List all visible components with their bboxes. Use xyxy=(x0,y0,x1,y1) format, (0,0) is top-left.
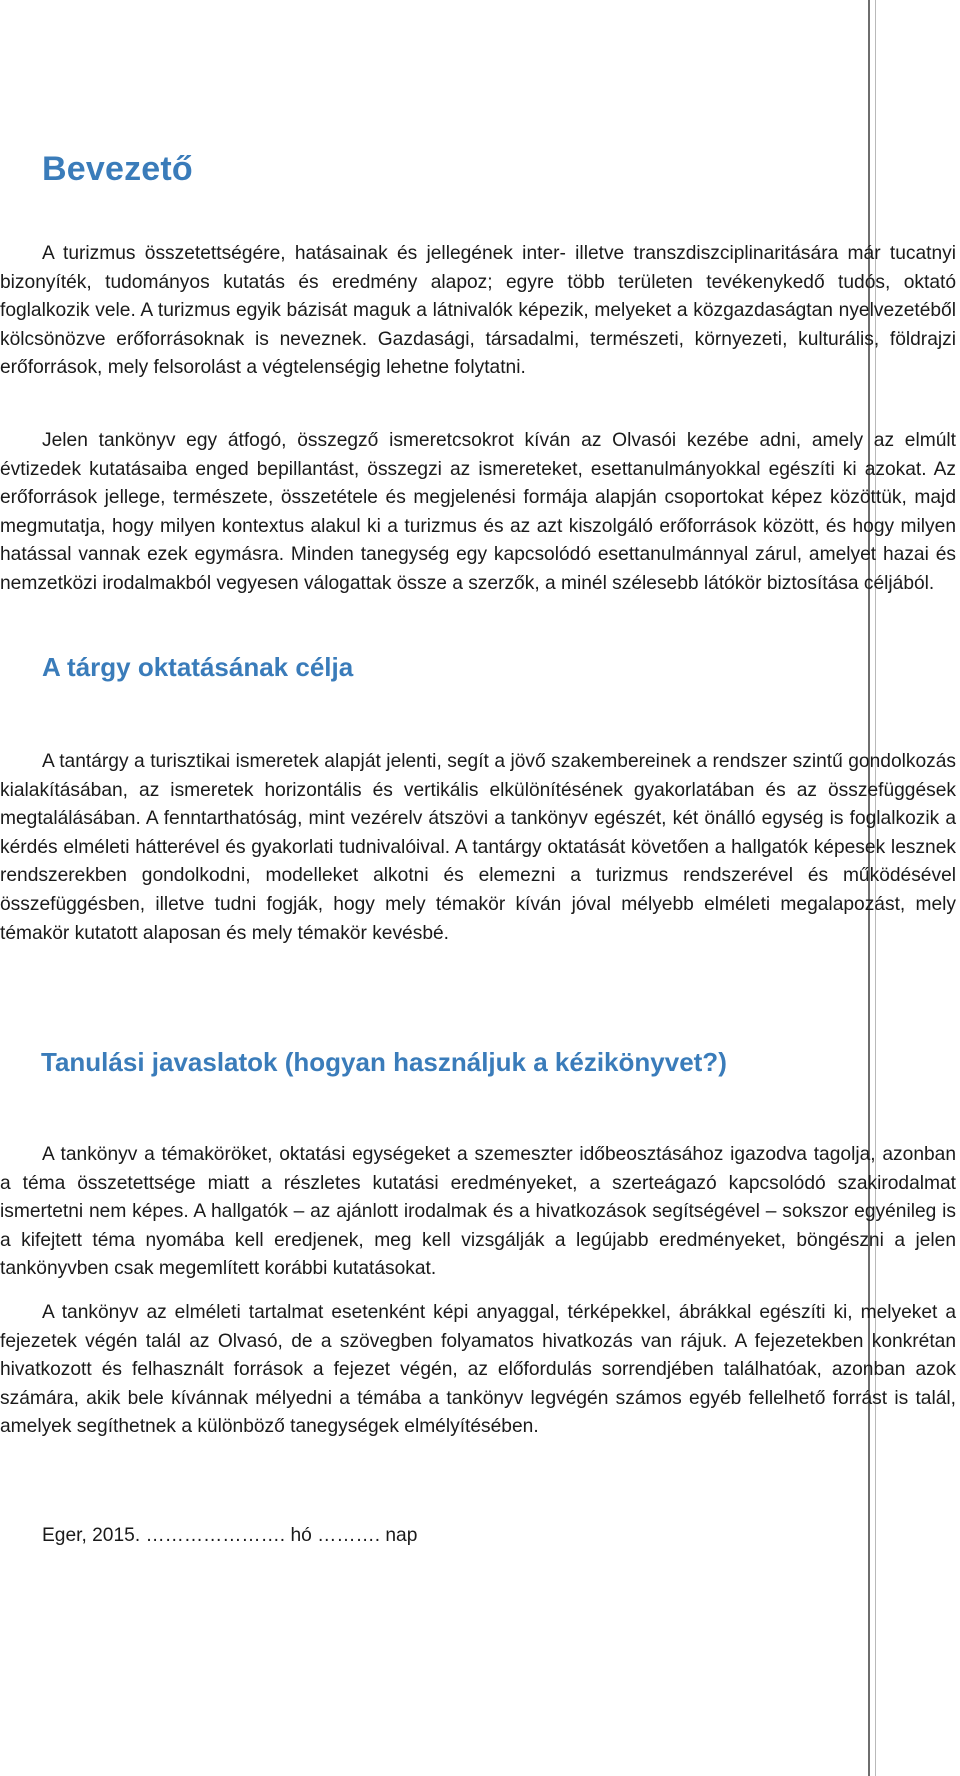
heading-goal: A tárgy oktatásának célja xyxy=(42,652,354,682)
intro-paragraph-2: Jelen tankönyv egy átfogó, összegző ismeretcsokrot kíván az Olvasói kezébe adni, amely az elmúlt évtizedek kutatásaiba enged bepillantást, összegzi az ismereteket, esettanulmányokkal egészíti ki azokat. Az erőforrások jellege, természete, összetétele és megjelenési formája alapján csoportokat képez közöttük, majd megmutatja, hogy milyen kontextus alakul ki a turizmus és az azt kiszolgáló erőforrások között, és hogy milyen hatással vannak ezek egymásra. Minden tanegység egy kapcsolódó esettanulmánnyal zárul, amelyet hazai és nemzetközi irodalmakból vegyesen válogattak össze a szerzők, a minél szélesebb látókör biztosítása céljából. xyxy=(0,430,956,594)
tips-paragraph-2: A tankönyv az elméleti tartalmat esetenként képi anyaggal, térképekkel, ábrákkal egészíti ki, melyeket a fejezetek végén talál az Olvasó, de a szövegben folyamatos hivatkozás van rájuk. A fejezetekben konkrétan hivatkozott és felhasznált források a fejezet végén, az előfordulás sorrendjében találhatóak, azonban azok számára, akik bele kívánnak mélyedni a témába a tankönyv legvégén számos egyéb fellelhető forrást is talál, amelyek segíthetnek a különböző tanegységek elmélyítésében. xyxy=(0,1302,956,1438)
heading-intro: Bevezető xyxy=(42,150,193,188)
tips-paragraph-1: A tankönyv a témaköröket, oktatási egységeket a szemeszter időbeosztásához igazodva tagolja, azonban a téma összetettsége miatt a részletes kutatási eredményeket, a szerteágazó kapcsolódó szakirodalmat ismertetni nem képes. A hallgatók – az ajánlott irodalmak és a hivatkozások segítségével – sokszor egyénileg is a kifejtett téma nyomába kell eredjenek, meg kell vizsgálják a legújabb eredményeket, böngészni a jelen tankönyvben csak megemlített korábbi kutatásokat. xyxy=(0,1144,956,1280)
heading-tips: Tanulási javaslatok (hogyan használjuk a kézikönyvet?) xyxy=(41,1047,727,1077)
intro-paragraph-1: A turizmus összetettségére, hatásainak és jellegének inter- illetve transzdiszciplinaritására már tucatnyi bizonyíték, tudományos kutatás és eredmény alapoz; egyre több területen tevékenykedő tudós, oktató foglalkozik vele. A turizmus egyik bázisát maguk a látnivalók képezik, melyeket a közgazdaságtan nyelvezetéből kölcsönözve erőforrásoknak is neveznek. Gazdasági, társadalmi, természeti, környezeti, kulturális, földrajzi erőforrások, mely felsorolást a végtelenségig lehetne folytatni. xyxy=(0,243,956,379)
goal-paragraph-1: A tantárgy a turisztikai ismeretek alapját jelenti, segít a jövő szakembereinek a rendszer szintű gondolkozás kialakításában, az ismeretek horizontális és vertikális elkülönítésének gyakorlatában és az összefüggések megtalálásában. A fenntarthatóság, mint vezérelv átszövi a tankönyv egészét, két önálló egység is foglalkozik a kérdés elméleti hátterével és gyakorlati tudnivalóival. A tantárgy oktatását követően a hallgatók képesek lesznek rendszerekben gondolkodni, modelleket alkotni és elemezni a turizmus rendszerével és működésével összefüggésben, illetve tudni fogják, hogy mely témakör kíván jóval mélyebb elméleti megalapozást, mely témakör kutatott alaposan és mely témakör kevésbé. xyxy=(0,751,956,944)
signature-line: Eger, 2015. …………………. hó ………. nap xyxy=(42,1525,418,1546)
